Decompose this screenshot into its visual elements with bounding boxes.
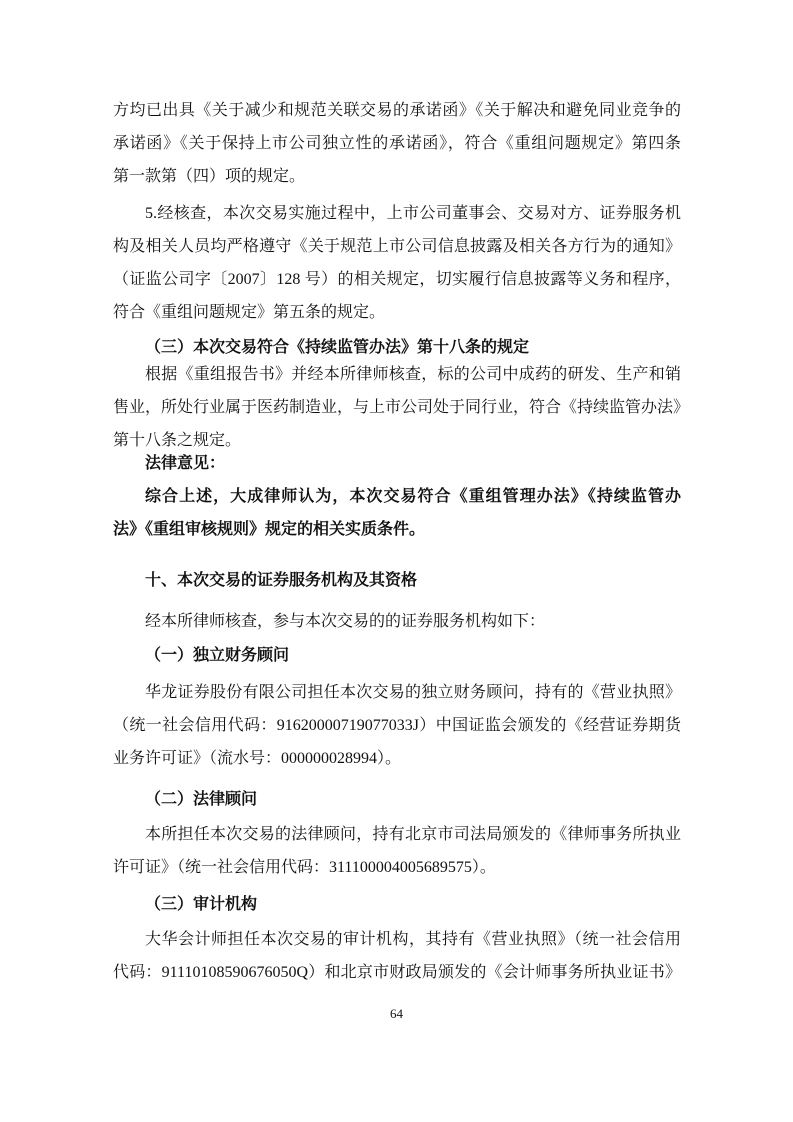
text-line: 第一款第（四）项的规定。 (113, 168, 306, 185)
text-line: 承诺函》《关于保持上市公司独立性的承诺函》，符合《重组问题规定》第四条 (113, 135, 681, 152)
text-line: 华龙证券股份有限公司担任本次交易的独立财务顾问，持有的《营业执照》 (145, 684, 681, 701)
text-line: （统一社会信用代码：91620000719077033J）中国证监会颁发的《经营证券期货 (113, 717, 681, 734)
heading-section-10-service-institutions (113, 564, 681, 597)
heading-sub-1-independent-financial-advisor (113, 639, 681, 672)
paragraph-institutions-intro (113, 605, 681, 638)
heading-sub-2-legal-advisor (113, 783, 681, 816)
text-line: 综合上述，大成律师认为，本次交易符合《重组管理办法》《持续监管办 (145, 488, 681, 505)
paragraph-industry-compliance (113, 358, 690, 457)
text-line: 法律意见： (145, 455, 226, 472)
text-line: （三）本次交易符合《持续监管办法》第十八条的规定 (145, 339, 530, 356)
text-line: 第十八条之规定。 (113, 432, 242, 449)
text-line: 代码：91110108590676050Q）和北京市财政局颁发的《会计师事务所执业证书》 (113, 964, 681, 981)
text-line: （三）审计机构 (145, 896, 258, 913)
text-line: 5.经核查，本次交易实施过程中，上市公司董事会、交易对方、证券服务机 (145, 205, 681, 222)
text-line: 方均已出具《关于减少和规范关联交易的承诺函》《关于解决和避免同业竞争的 (113, 102, 681, 119)
text-line: （证监公司字〔2007〕128 号）的相关规定，切实履行信息披露等义务和程序， (113, 271, 681, 288)
text-line: 根据《重组报告书》并经本所律师核查，标的公司中成药的研发、生产和销 (145, 366, 681, 383)
text-line: （一）独立财务顾问 (145, 647, 290, 664)
paragraph-auditor (113, 923, 681, 989)
text-line: 本所担任本次交易的法律顾问，持有北京市司法局颁发的《律师事务所执业 (145, 826, 681, 843)
paragraph-legal-advisor (113, 818, 681, 884)
text-line: 十、本次交易的证券服务机构及其资格 (145, 572, 418, 589)
text-line: 业务许可证》（流水号：000000028994）。 (113, 750, 402, 767)
paragraph-commitment-letters (113, 94, 681, 193)
paragraph-item-5-verification (113, 197, 681, 329)
text-line: 大华会计师担任本次交易的审计机构，其持有《营业执照》（统一社会信用 (145, 931, 681, 948)
paragraph-financial-advisor (113, 676, 681, 775)
text-line: 构及相关人员均严格遵守《关于规范上市公司信息披露及相关各方行为的通知》 (113, 238, 681, 255)
text-line: 售业，所处行业属于医药制造业，与上市公司处于同行业，符合《持续监管办法》 (113, 399, 690, 416)
heading-legal-opinion (113, 447, 681, 480)
heading-sub-3-audit-institution (113, 888, 681, 921)
text-line: 经本所律师核查，参与本次交易的的证券服务机构如下： (145, 613, 546, 630)
text-line: 许可证》（统一社会信用代码：311100004005689575）。 (113, 859, 496, 876)
paragraph-legal-opinion-conclusion (113, 480, 681, 546)
text-line: 符合《重组问题规定》第五条的规定。 (113, 304, 386, 321)
document-content (113, 94, 690, 989)
page-number: 64 (390, 1006, 403, 1021)
text-line: （二）法律顾问 (145, 791, 258, 808)
text-line: 法》《重组审核规则》规定的相关实质条件。 (113, 521, 426, 538)
